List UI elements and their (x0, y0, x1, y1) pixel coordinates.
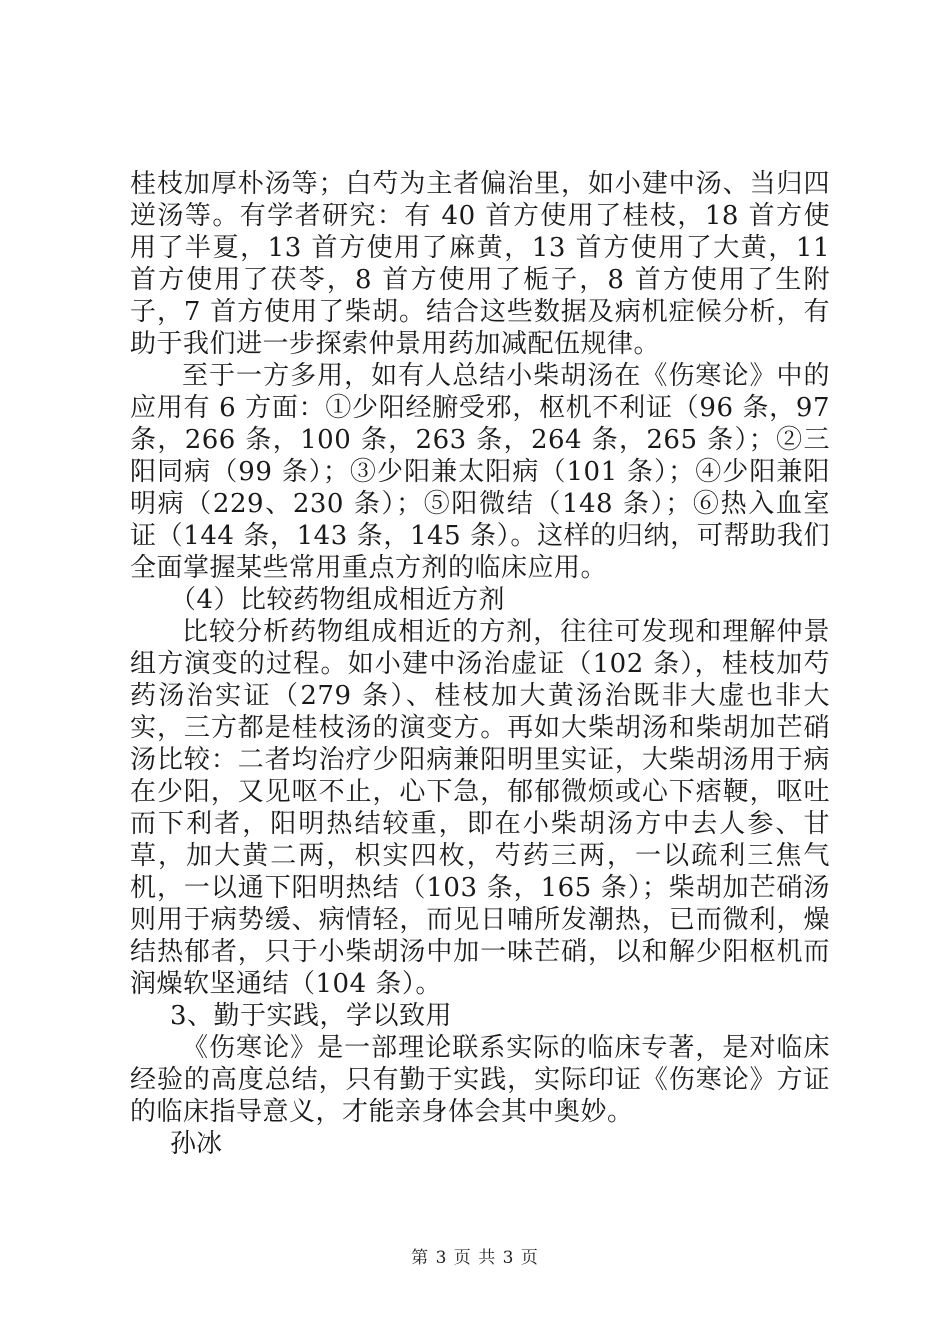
document-body (130, 168, 830, 1160)
page-footer: 第 3 页 共 3 页 (411, 1248, 539, 1268)
section-heading-4: （4）比较药物组成相近方剂 (170, 585, 506, 615)
paragraph-xiaochaihu-applications: 至于一方多用，如有人总结小柴胡汤在《伤寒论》中的应用有 6 方面：①少阳经腑受邪，枢机不利证（96 条，97 条，266 条，100 条，263 条，264 条，265 条）；②三阳同病（99 条）；③少阳兼太阳病（101 条）；④少阳兼阳明病（229、230 条）；⑤阳微结（148 条）；⑥热入血室证（144 条，143 条，145 条）。这样的归纳，可帮助我们全面掌握某些常用重点方剂的临床应用。 (130, 361, 830, 583)
paragraph-practice: 《伤寒论》是一部理论联系实际的临床专著，是对临床经验的高度总结，只有勤于实践，实际印证《伤寒论》方证的临床指导意义，才能亲身体会其中奥妙。 (130, 1033, 830, 1127)
author-name: 孙冰 (170, 1129, 223, 1159)
paragraph-continuation: 桂枝加厚朴汤等；白芍为主者偏治里，如小建中汤、当归四逆汤等。有学者研究：有 40 首方使用了桂枝，18 首方使用了半夏，13 首方使用了麻黄，13 首方使用了大黄，11 首方使用了茯苓，8 首方使用了栀子，8 首方使用了生附子，7 首方使用了柴胡。结合这些数据及病机症候分析，有助于我们进一步探索仲景用药加减配伍规律。 (130, 169, 830, 359)
paragraph-compare-formulas: 比较分析药物组成相近的方剂，往往可发现和理解仲景组方演变的过程。如小建中汤治虚证（102 条），桂枝加芍药汤治实证（279 条）、桂枝加大黄汤治既非大虚也非大实，三方都是桂枝汤的演变方。再如大柴胡汤和柴胡加芒硝汤比较：二者均治疗少阳病兼阳明里实证，大柴胡汤用于病在少阳，又见呕不止，心下急，郁郁微烦或心下痞鞕，呕吐而下利者，阳明热结较重，即在小柴胡汤方中去人参、甘草，加大黄二两，枳实四枚，芍药三两，一以疏利三焦气机，一以通下阳明热结（103 条，165 条）；柴胡加芒硝汤则用于病势缓、病情轻，而见日哺所发潮热，已而微利，燥结热郁者，只于小柴胡汤中加一味芒硝，以和解少阳枢机而润燥软坚通结（104 条）。 (130, 617, 830, 999)
section-heading-3: 3、勤于实践，学以致用 (170, 1001, 453, 1031)
